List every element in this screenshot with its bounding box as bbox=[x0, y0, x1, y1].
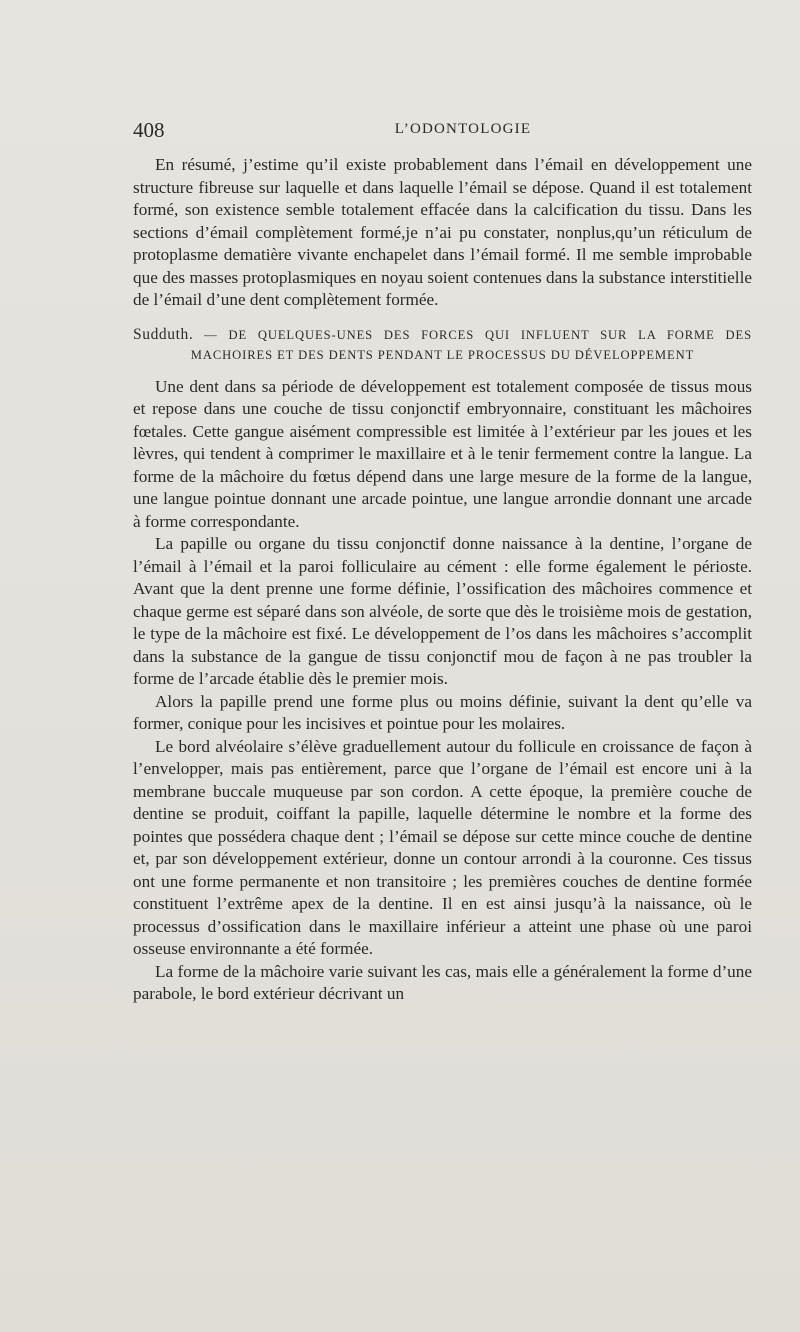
paragraph: Alors la papille prend une forme plus ou moins définie, suivant la dent qu’elle va former, conique pour les incisives et pointue pour les molaires. bbox=[133, 691, 752, 733]
section-dash: — bbox=[193, 327, 229, 342]
page-body bbox=[133, 154, 752, 1006]
section-author: Sudduth. bbox=[133, 325, 194, 343]
paragraph: La papille ou organe du tissu conjonctif donne naissance à la dentine, l’organe de l’émail à l’émail et la paroi folliculaire au cément : elle forme également le périoste. Avant que la dent prenne une forme définie, l’ossification des mâchoires commence et chaque germe est séparé dans son alvéole, de sorte que dès le troisième mois de gestation, le type de la mâchoire est fixé. Le développement de l’os dans les mâchoires s’accomplit dans la substance de la gangue de tissu conjonctif mou de façon à ne pas troubler la forme de l’arcade établie dès le premier mois. bbox=[133, 534, 752, 688]
paragraph: La forme de la mâchoire varie suivant les cas, mais elle a généralement la forme d’une parabole, le bord extérieur décrivant un bbox=[133, 961, 752, 1003]
page-header bbox=[133, 118, 753, 146]
page-number: 408 bbox=[133, 118, 165, 142]
section-title: DE QUELQUES-UNES DES FORCES QUI INFLUENT SUR LA FORME DES MACHOIRES ET DES DENTS PENDANT LE PROCESSUS DU DÉVELOPPEMENT bbox=[190, 327, 753, 362]
paragraph: Une dent dans sa période de développement est totalement composée de tissus mous et repose dans une couche de tissu conjonctif embryonnaire, constituant les mâchoires fœtales. Cette gangue aisément compressible est limitée à l’extérieur par les joues et les lèvres, qui tendent à comprimer le maxillaire et à le tenir fermement contre la langue. La forme de la mâchoire du fœtus dépend dans une large mesure de la forme de la langue, une langue pointue donnant une arcade pointue, une langue arrondie donnant une arcade à forme correspondante. bbox=[133, 376, 752, 531]
paragraph-summary: En résumé, j’estime qu’il existe probablement dans l’émail en développement une structure fibreuse sur laquelle et dans laquelle l’émail se dépose. Quand il est totalement formé, son existence semble totalement effacée dans la calcification du tissu. Dans les sections d’émail complètement formé,je n’ai pu constater, nonplus,qu’un réticulum de protoplasme dematière vivante enchapelet dans l’émail formé. Il me semble improbable que des masses protoplasmiques en noyau soient contenues dans la substance interstitielle de l’émail d’une dent complètement formée. bbox=[133, 155, 752, 309]
section-heading bbox=[133, 325, 752, 365]
paragraph: Le bord alvéolaire s’élève graduellement autour du follicule en croissance de façon à l’envelopper, mais pas entièrement, parce que l’organe de l’émail est encore uni à la membrane buccale muqueuse par son cordon. A cette époque, la première couche de dentine se produit, coiffant la papille, laquelle détermine le nombre et la forme des pointes que possédera chaque dent ; l’émail se dépose sur cette mince couche de dentine et, par son développement extérieur, donne un contour arrondi à la couronne. Ces tissus ont une forme permanente et non transitoire ; les premières couches de dentine formée constituent l’extrême apex de la dentine. Il en est ainsi jusqu’à la naissance, où le processus d’ossification dans le maxillaire inférieur a atteint une phase où une paroi osseuse environnante a été formée. bbox=[133, 736, 752, 958]
running-title: L’ODONTOLOGIE bbox=[394, 121, 532, 137]
